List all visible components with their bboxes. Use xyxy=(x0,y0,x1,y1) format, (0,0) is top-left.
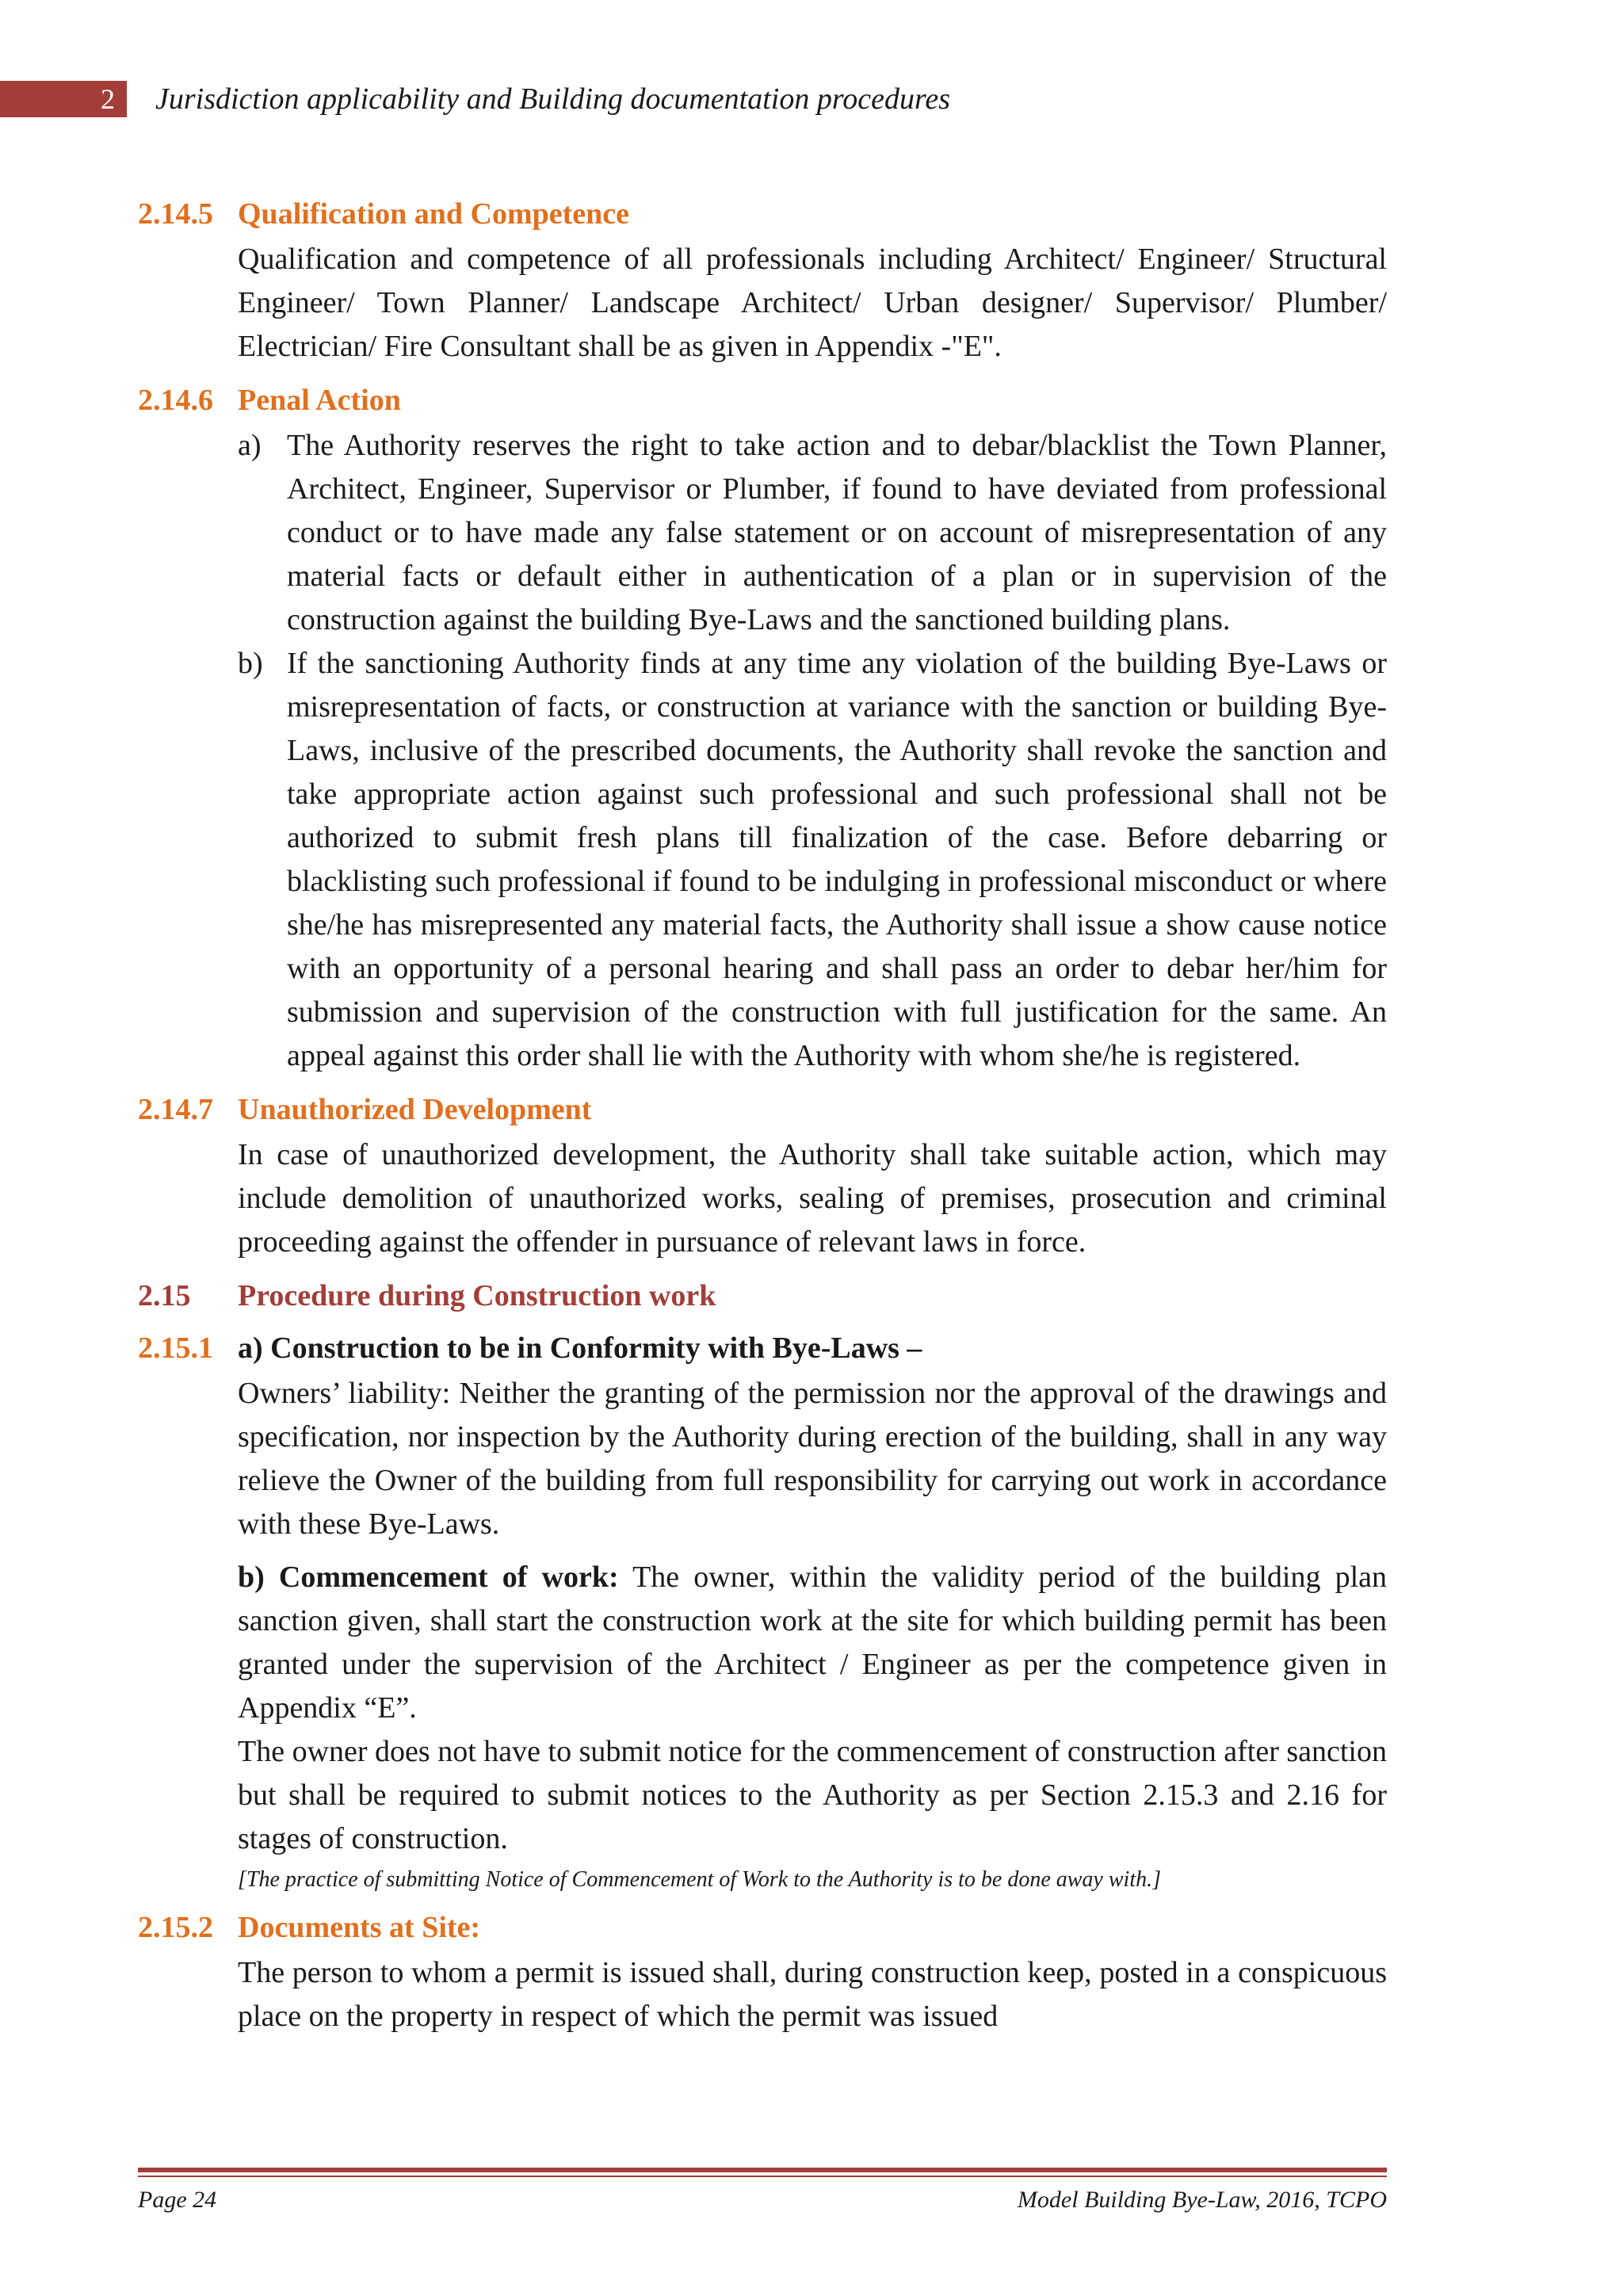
section-2-15-1 xyxy=(138,1324,1387,1896)
section-text: The person to whom a permit is issued shall, during construction keep, posted in a conspicuous place on the property in respect of which the permit was issued xyxy=(238,1956,1387,2033)
section-heading xyxy=(138,1324,1387,1372)
page-number: Page 24 xyxy=(138,2187,217,2213)
section-2-14-7 xyxy=(138,1086,1387,1264)
section-number: 2.15.1 xyxy=(138,1331,213,1365)
footer-rule xyxy=(138,2168,1387,2172)
section-2-15-2 xyxy=(138,1904,1387,2038)
chapter-title: Jurisdiction applicability and Building documentation procedures xyxy=(155,82,950,116)
section-text: Qualification and competence of all professionals including Architect/ Engineer/ Structural Engineer/ Town Planner/ Landscape Architect/ Urban designer/ Supervisor/ Plumber/ Electrician/ Fire Consultant shall be as given in Appendix -"E". xyxy=(238,243,1387,363)
owners-liability-text: Owners’ liability: Neither the granting of the permission nor the approval of the drawings and specification, nor inspection by the Authority during erection of the building, shall in any way relieve the Owner of the building from full responsibility for carrying out work in accordance with these Bye-Laws. xyxy=(238,1377,1387,1541)
section-title: Unauthorized Development xyxy=(238,1093,592,1126)
section-heading xyxy=(138,1086,1387,1133)
footer-rule-thin xyxy=(138,2176,1387,2177)
section-title: a) Construction to be in Conformity with Bye-Laws – xyxy=(238,1331,922,1365)
section-number: 2.14.7 xyxy=(138,1093,213,1126)
list-item xyxy=(238,424,1387,642)
section-number: 2.14.6 xyxy=(138,384,213,417)
list-item-text: The Authority reserves the right to take action and to debar/blacklist the Town Planner, Architect, Engineer, Supervisor or Plumber, if found to have deviated from professional conduct or to have made any false statement or on account of misrepresentation of any material facts or default either in authentication of a plan or in supervision of the construction against the building Bye-Laws and the sanctioned building plans. xyxy=(287,429,1387,636)
section-number: 2.15 xyxy=(138,1279,191,1312)
section-2-15 xyxy=(138,1272,1387,1320)
section-2-14-5 xyxy=(138,190,1387,369)
section-title: Qualification and Competence xyxy=(238,197,629,231)
list-item-text: If the sanctioning Authority finds at any time any violation of the building Bye-Laws or misrepresentation of facts, or construction at variance with the sanction or building Bye-Laws, inclusive of the prescribed documents, the Authority shall revoke the sanction and take appropriate action against such professional and such professional shall not be authorized to submit fresh plans till finalization of the case. Before debarring or blacklisting such professional if found to be indulging in professional misconduct or where she/he has misrepresented any material facts, the Authority shall issue a show cause notice with an opportunity of a personal hearing and shall pass an order to debar her/him for submission and supervision of the construction with full justification for the same. An appeal against this order shall lie with the Authority with whom she/he is registered. xyxy=(287,647,1387,1072)
section-heading xyxy=(138,376,1387,424)
section-number: 2.15.2 xyxy=(138,1911,213,1944)
commencement-text xyxy=(238,1556,1387,1730)
section-title: Procedure during Construction work xyxy=(238,1279,716,1312)
section-heading xyxy=(138,1904,1387,1951)
chapter-number: 2 xyxy=(101,83,115,115)
section-heading xyxy=(138,190,1387,238)
section-heading xyxy=(138,1272,1387,1320)
editorial-note: [The practice of submitting Notice of Commencement of Work to the Authority is to be done away with.] xyxy=(238,1867,1161,1892)
notice-text: The owner does not have to submit notice for the commencement of construction after sanction but shall be required to submit notices to the Authority as per Section 2.15.3 and 2.16 for stages of construction. xyxy=(238,1735,1387,1855)
list-item xyxy=(238,642,1387,1078)
section-title: Documents at Site: xyxy=(238,1911,481,1944)
list-marker: a) xyxy=(238,429,262,462)
section-title: Penal Action xyxy=(238,384,401,417)
section-number: 2.14.5 xyxy=(138,197,213,231)
commencement-lead: b) Commencement of work: xyxy=(238,1561,619,1594)
page-content xyxy=(138,190,1387,2038)
document-source: Model Building Bye-Law, 2016, TCPO xyxy=(1017,2187,1387,2213)
commencement-body: The owner, within the validity period of the building plan sanction given, shall start the construction work at the site for which building permit has been granted under the supervision of the Architect / Engineer as per the competence given in Appendix “E”. xyxy=(238,1561,1387,1725)
section-text: In case of unauthorized development, the Authority shall take suitable action, which may include demolition of unauthorized works, sealing of premises, prosecution and criminal proceeding against the offender in pursuance of relevant laws in force. xyxy=(238,1138,1387,1259)
section-2-14-6 xyxy=(138,376,1387,1078)
list-marker: b) xyxy=(238,647,263,680)
